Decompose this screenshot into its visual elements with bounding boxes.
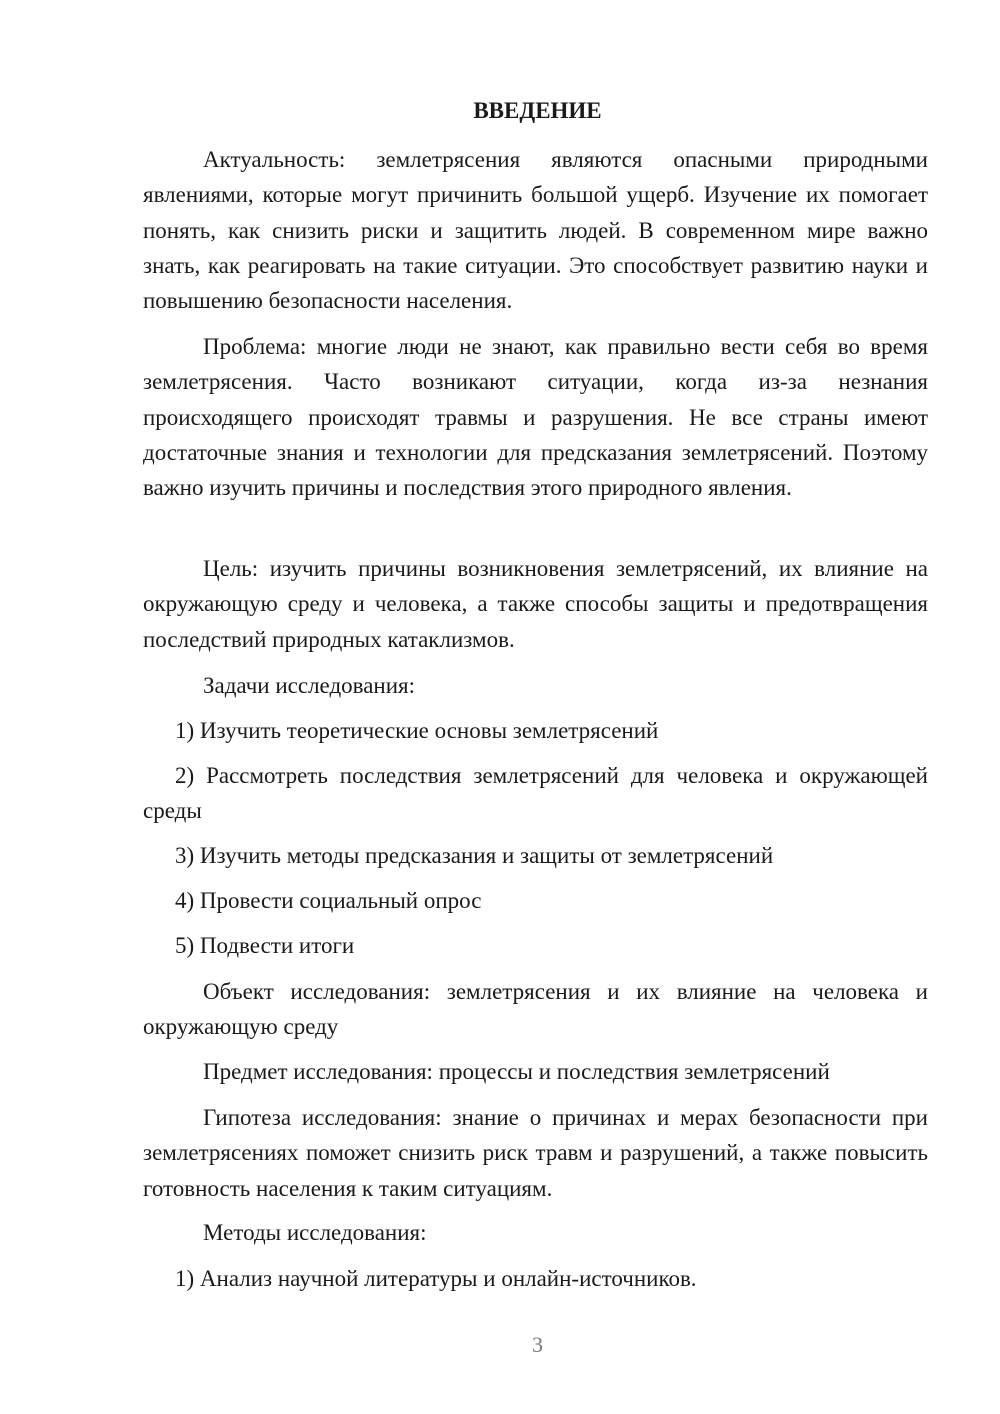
page-number: 3	[532, 1332, 543, 1357]
paragraph-actuality: Актуальность: землетрясения являются опасными природными явлениями, которые могут причинить большой ущерб. Изучение их помогает понять, как снизить риски и защитить людей. В современном мире важно знать, как реагировать на такие ситуации. Это способствует развитию науки и повышению безопасности населения.	[143, 147, 928, 314]
task-item-2: 2) Рассмотреть последствия землетрясений для человека и окружающей среды	[143, 763, 928, 824]
paragraph-problem: Проблема: многие люди не знают, как правильно вести себя во время землетрясения. Часто возникают ситуации, когда из-за незнания происходящего происходят травмы и разрушения. Не все страны имеют достаточные знания и технологии для предсказания землетрясений. Поэтому важно изучить причины и последствия этого природного явления.	[143, 334, 928, 501]
task-item-3: 3) Изучить методы предсказания и защиты от землетрясений	[175, 843, 774, 868]
paragraph-hypothesis: Гипотеза исследования: знание о причинах и мерах безопасности при землетрясениях поможет снизить риск травм и разрушений, а также повысить готовность населения к таким ситуациям.	[143, 1105, 928, 1201]
tasks-heading: Задачи исследования:	[203, 673, 416, 698]
methods-heading: Методы исследования:	[203, 1220, 427, 1245]
paragraph-subject: Предмет исследования: процессы и последствия землетрясений	[203, 1059, 830, 1084]
method-item-1: 1) Анализ научной литературы и онлайн-источников.	[175, 1266, 697, 1291]
task-item-4: 4) Провести социальный опрос	[175, 888, 482, 913]
task-item-1: 1) Изучить теоретические основы землетрясений	[175, 718, 659, 743]
task-item-5: 5) Подвести итоги	[175, 933, 355, 958]
paragraph-goal: Цель: изучить причины возникновения землетрясений, их влияние на окружающую среду и человека, а также способы защиты и предотвращения последствий природных катаклизмов.	[143, 556, 928, 652]
section-title: ВВЕДЕНИЕ	[473, 98, 602, 123]
paragraph-object: Объект исследования: землетрясения и их влияние на человека и окружающую среду	[143, 979, 928, 1040]
